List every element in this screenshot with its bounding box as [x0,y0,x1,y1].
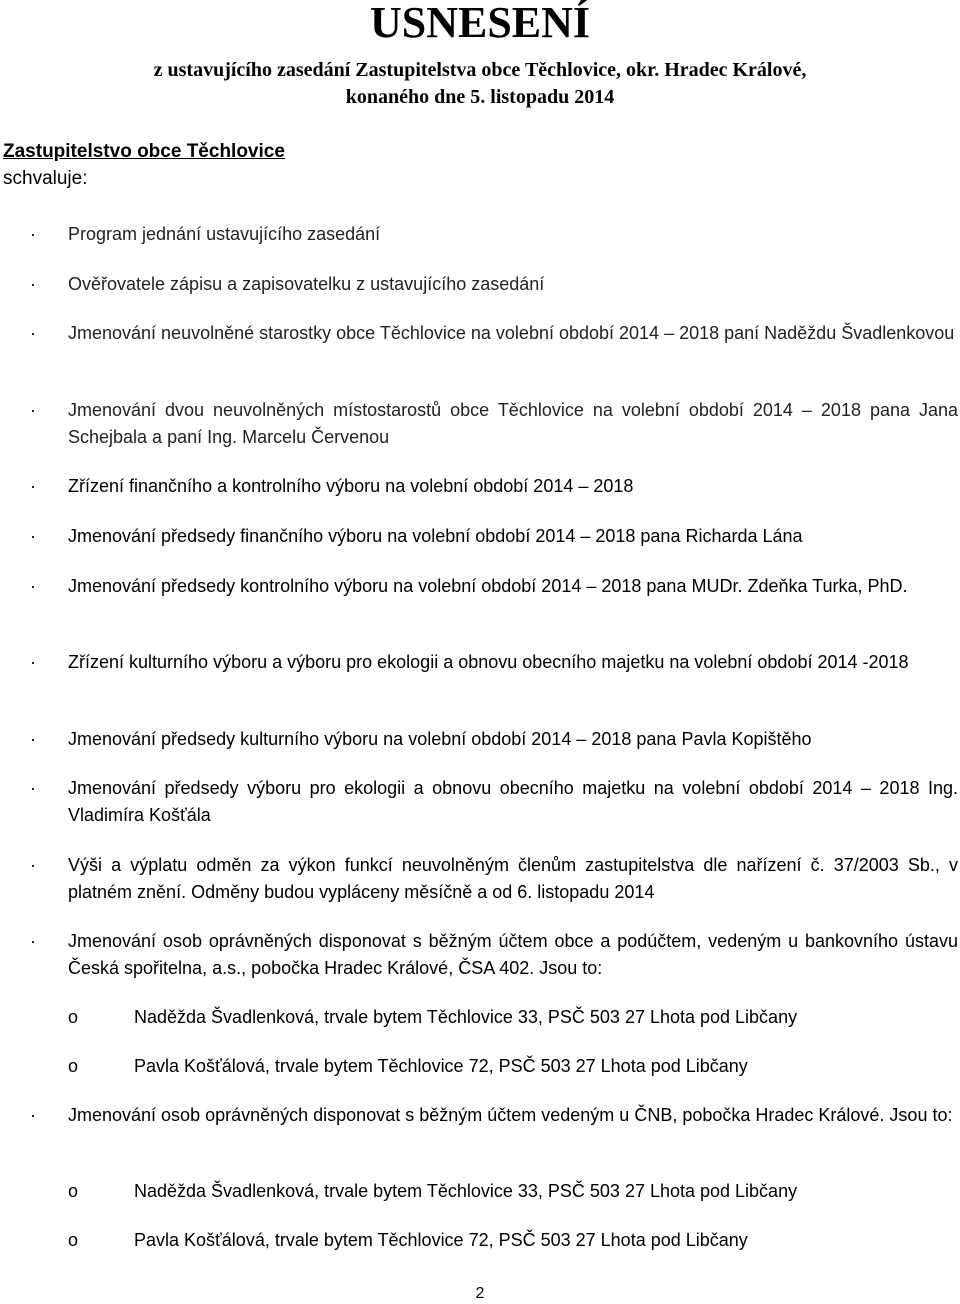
resolution-item [0,726,958,753]
bullet-dot: · [30,476,36,496]
resolution-item-text: Jmenování dvou neuvolněných místostarostů obce Těchlovice na volební období 2014 – 2018 pana Jana Schejbala a paní Ing. Marcelu Červenou [68,400,958,447]
document-subtitle [110,57,850,111]
resolution-item [0,1102,958,1129]
authorized-person-text: Naděžda Švadlenková, trvale bytem Těchlovice 33, PSČ 503 27 Lhota pod Libčany [134,1181,798,1201]
resolution-item [0,320,958,347]
resolution-item-text: Jmenování předsedy výboru pro ekologii a obnovu obecního majetku na volební období 2014 – 2018 Ing. Vladimíra Košťála [68,778,958,825]
bullet-dot: · [30,526,36,546]
resolution-item-text: Jmenování předsedy finančního výboru na volební období 2014 – 2018 pana Richarda Lána [68,526,803,546]
bullet-dot: · [30,729,36,749]
resolution-item [0,473,958,500]
bullet-dot: · [30,778,36,798]
resolution-item-text: Jmenování předsedy kulturního výboru na volební období 2014 – 2018 pana Pavla Kopištěho [68,729,812,749]
bullet-dot: · [30,274,36,294]
bullet-dot: · [30,323,36,343]
resolution-item-text: Výši a výplatu odměn za výkon funkcí neuvolněným členům zastupitelstva dle nařízení č. 37/2003 Sb., v platném znění. Odměny budou vypláceny měsíčně a od 6. listopadu 2014 [68,855,958,902]
council-heading [3,138,285,192]
resolution-item-text: Jmenování neuvolněné starostky obce Těchlovice na volební období 2014 – 2018 paní Naděždu Švadlenkovou [68,323,955,343]
resolution-item-text: Jmenování osob oprávněných disponovat s běžným účtem vedeným u ČNB, pobočka Hradec Králové. Jsou to: [68,1105,953,1125]
bullet-dot: · [30,931,36,951]
resolution-item [0,852,958,906]
authorized-person-item [0,1227,958,1254]
resolution-item-text: Jmenování předsedy kontrolního výboru na volební období 2014 – 2018 pana MUDr. Zdeňka Turka, PhD. [68,576,908,596]
authorized-person-item [0,1178,958,1205]
resolution-verb: schvaluje: [3,168,88,189]
resolution-item [0,221,958,248]
authorized-person-item [0,1053,958,1080]
subtitle-line-2: konaného dne 5. listopadu 2014 [345,86,615,108]
resolution-item-text: Zřízení kulturního výboru a výboru pro ekologii a obnovu obecního majetku na volební období 2014 -2018 [68,652,909,672]
authorized-person-text: Naděžda Švadlenková, trvale bytem Těchlovice 33, PSČ 503 27 Lhota pod Libčany [134,1007,798,1027]
resolution-item-text: Ověřovatele zápisu a zapisovatelku z ustavujícího zasedání [68,274,545,294]
resolution-item [0,775,958,829]
bullet-dot: · [30,1105,36,1125]
resolution-item [0,573,958,600]
council-name: Zastupitelstvo obce Těchlovice [3,141,285,162]
resolution-item-text: Zřízení finančního a kontrolního výboru na volební období 2014 – 2018 [68,476,634,496]
resolution-item [0,928,958,982]
resolution-item [0,397,958,451]
bullet-dot: · [30,224,36,244]
bullet-dot: · [30,576,36,596]
bullet-dot: · [30,400,36,420]
authorized-person-text: Pavla Košťálová, trvale bytem Těchlovice 72, PSČ 503 27 Lhota pod Libčany [134,1230,748,1250]
resolution-item-text: Jmenování osob oprávněných disponovat s běžným účtem obce a podúčtem, vedeným u bankovního ústavu Česká spořitelna, a.s., pobočka Hradec Králové, ČSA 402. Jsou to: [68,931,958,978]
circle-bullet: o [68,1007,79,1027]
document-title: USNESENÍ [369,0,591,47]
authorized-person-text: Pavla Košťálová, trvale bytem Těchlovice 72, PSČ 503 27 Lhota pod Libčany [134,1056,748,1076]
authorized-person-item [0,1004,958,1031]
resolution-item [0,523,958,550]
circle-bullet: o [68,1056,79,1076]
resolution-item [0,649,958,676]
bullet-dot: · [30,652,36,672]
bullet-dot: · [30,855,36,875]
resolution-item-text: Program jednání ustavujícího zasedání [68,224,381,244]
resolution-item [0,271,958,298]
subtitle-line-1: z ustavujícího zasedání Zastupitelstva obce Těchlovice, okr. Hradec Králové, [153,59,807,81]
circle-bullet: o [68,1230,79,1250]
circle-bullet: o [68,1181,79,1201]
page-number: 2 [475,1285,485,1302]
